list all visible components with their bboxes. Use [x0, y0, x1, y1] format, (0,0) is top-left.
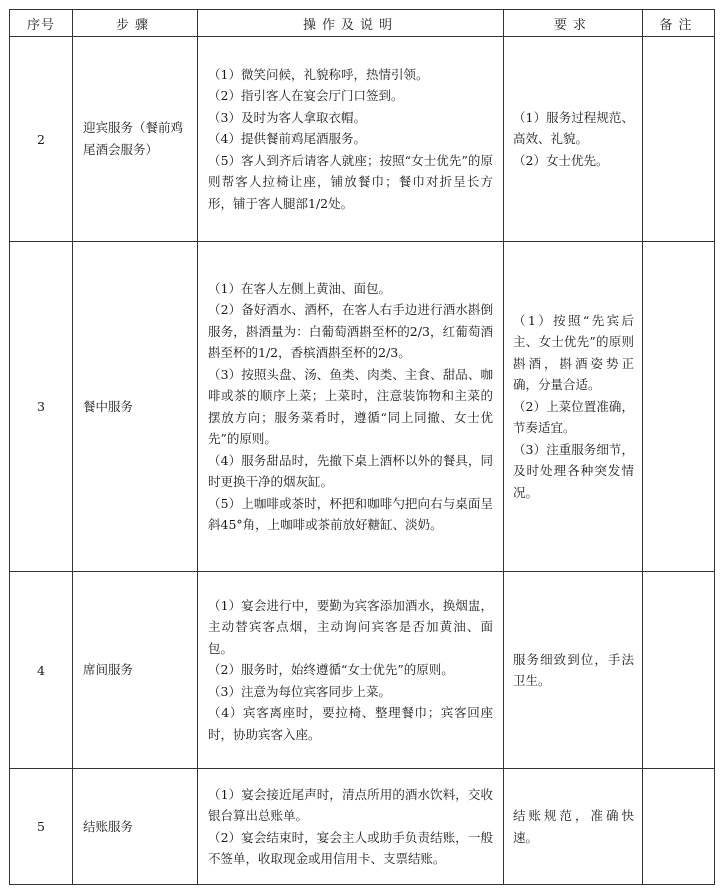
operation-item: （4）宾客离座时，要拉椅、整理餐巾；宾客回座时，协助宾客入座。	[208, 705, 493, 742]
requirement-item: （2）上菜位置准确，节奏适宜。	[513, 398, 634, 436]
row-seq: 3	[10, 242, 73, 572]
row-requirements	[504, 572, 643, 769]
operation-item: （1）微笑问候，礼貌称呼，热情引领。	[208, 66, 429, 82]
operation-item: （4）服务甜品时，先撤下桌上酒杯以外的餐具，同时更换干净的烟灰缸。	[208, 452, 493, 489]
row-seq: 5	[10, 769, 73, 885]
table-header-row	[10, 10, 715, 37]
row-remark	[643, 769, 715, 885]
row-requirements	[504, 242, 643, 572]
header-operation: 操作及说明	[198, 10, 504, 37]
operation-item: （2）备好酒水、酒杯，在客人右手边进行酒水斟倒服务，斟酒量为：白葡萄酒斟至杯的2/3，红葡萄酒斟至杯的1/2，香槟酒斟至杯的2/3。	[208, 302, 493, 360]
operation-item: （4）提供餐前鸡尾酒服务。	[208, 131, 366, 147]
row-step: 结账服务	[73, 769, 198, 885]
table-row	[10, 572, 715, 769]
row-requirements	[504, 37, 643, 242]
operation-item: （1）宴会接近尾声时，清点所用的酒水饮料，交收银台算出总账单。	[208, 786, 493, 823]
row-step: 席间服务	[73, 572, 198, 769]
operation-item: （2）指引客人在宴会厅门口签到。	[208, 88, 404, 104]
operation-item: （2）服务时，始终遵循“女士优先”的原则。	[208, 662, 454, 678]
row-requirements	[504, 769, 643, 885]
requirement-item: （2）女士优先。	[513, 152, 609, 168]
row-step: 迎宾服务（餐前鸡尾酒会服务）	[73, 37, 198, 242]
operation-item: （3）及时为客人拿取衣帽。	[208, 109, 366, 125]
row-step: 餐中服务	[73, 242, 198, 572]
operation-item: （5）上咖啡或茶时，杯把和咖啡勺把向右与桌面呈斜45°角，上咖啡或茶前放好糖缸、淡奶。	[208, 495, 493, 532]
row-operations	[198, 242, 504, 572]
operation-item: （3）注意为每位宾客同步上菜。	[208, 683, 391, 699]
requirement-item: 服务细致到位，手法卫生。	[513, 651, 634, 688]
row-operations	[198, 769, 504, 885]
row-operations	[198, 572, 504, 769]
requirement-item: （3）注重服务细节，及时处理各种突发情况。	[513, 441, 634, 500]
header-remark: 备注	[643, 10, 715, 37]
operation-item: （3）按照头盘、汤、鱼类、肉类、主食、甜品、咖啡或茶的顺序上菜；上菜时，注意装饰物和主菜的摆放方向；服务菜肴时，遵循“同上同撤、女士优先”的原则。	[208, 366, 493, 446]
row-remark	[643, 572, 715, 769]
row-remark	[643, 37, 715, 242]
header-seq: 序号	[10, 10, 73, 37]
requirement-item: （1）按照“先宾后主、女士优先”的原则斟酒，斟酒姿势正确，分量合适。	[513, 312, 634, 393]
row-remark	[643, 242, 715, 572]
procedure-table	[9, 9, 715, 885]
table-row	[10, 769, 715, 885]
operation-item: （1）在客人左侧上黄油、面包。	[208, 280, 391, 296]
requirement-item: 结账规范，准确快速。	[513, 808, 634, 845]
header-requirement: 要求	[504, 10, 643, 37]
header-step: 步骤	[73, 10, 198, 37]
row-seq: 4	[10, 572, 73, 769]
operation-item: （5）客人到齐后请客人就座；按照“女士优先”的原则帮客人拉椅让座，铺放餐巾；餐巾对折呈长方形，铺于客人腿部1/2处。	[208, 152, 493, 211]
operation-item: （1）宴会进行中，要勤为宾客添加酒水，换烟盅，主动替宾客点烟，主动询问宾客是否加黄油、面包。	[208, 597, 493, 656]
requirement-item: （1）服务过程规范、高效、礼貌。	[513, 109, 634, 147]
row-seq: 2	[10, 37, 73, 242]
operation-item: （2）宴会结束时，宴会主人或助手负责结账，一般不签单，收取现金或用信用卡、支票结账。	[208, 829, 493, 866]
table-row	[10, 242, 715, 572]
row-operations	[198, 37, 504, 242]
table-row	[10, 37, 715, 242]
